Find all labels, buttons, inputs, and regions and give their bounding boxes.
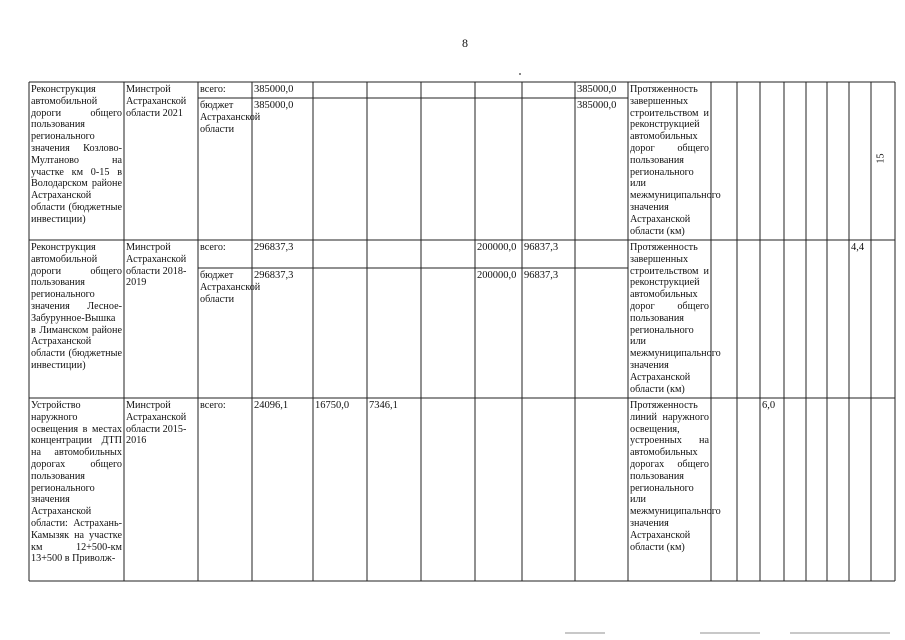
row2-name: Реконструкция автомобильной дороги общего пользования регионального значения Лесное-Забурунное-Вышка в Лиманском районе Астраханской области (бюджетные инвестиции) [31,242,122,371]
side-page-number: 15 [875,153,887,164]
row2-2019-total: 96837,3 [524,242,559,253]
row2-indicator: Протяженность завершенных строительством и реконструкцией автомобильных дорог общего пользования регионального или межмуниципального значения Астраханской области (км) [630,242,721,395]
page-number: 8 [462,36,468,50]
row1-name: Реконструкция автомобильной дороги общего пользования регионального значения Козлово-Мултаново на участке км 0-15 в Володарском районе Астраханской области (бюджетные инвестиции) [31,84,122,225]
row3-name: Устройство наружного освещения в местах концентрации ДТП на автомобильных дорогах общего пользования регионального значения Астраханской области: Астрахань-Камызяк на участке км 12+500-км 13+500 в Приволж- [31,400,122,565]
row3-indicator: Протяженность линий наружного освещения, устроенных на автомобильных дорогах общего пользования регионального или межмуниципального значения Астраханской области (км) [630,400,721,553]
row3-total-label: всего: [200,400,226,411]
row3-indicator-value: 6,0 [762,400,776,411]
row3-2015-total: 16750,0 [315,400,350,411]
row2-total-label: всего: [200,242,226,253]
row1-total: 385000,0 [254,84,294,95]
row3-2016-total: 7346,1 [369,400,398,411]
row2-budget-total: 296837,3 [254,270,294,281]
row2-indicator-value: 4,4 [851,242,865,253]
row1-executor: Минстрой Астраханской области 2021 [126,84,187,119]
row1-budget-total: 385000,0 [254,100,294,111]
footer-mark [790,632,890,634]
row2-total: 296837,3 [254,242,294,253]
row2-budget-label: бюджет Астраханской области [200,270,261,305]
row2-2018-budget: 200000,0 [477,270,517,281]
row1-indicator: Протяженность завершенных строительством и реконструкцией автомобильных дорог общего пользования регионального или межмуниципального значения Астраханской области (км) [630,84,721,237]
row2-2019-budget: 96837,3 [524,270,559,281]
footer-mark [565,632,605,634]
row2-2018-total: 200000,0 [477,242,517,253]
row1-year-total: 385000,0 [577,84,617,95]
row1-total-label: всего: [200,84,226,95]
row1-year-budget: 385000,0 [577,100,617,111]
row3-executor: Минстрой Астраханской области 2015-2016 [126,400,187,447]
row2-executor: Минстрой Астраханской области 2018-2019 [126,242,187,289]
row1-budget-label: бюджет Астраханской области [200,100,261,135]
footer-mark [700,632,760,634]
row3-total: 24096,1 [254,400,289,411]
